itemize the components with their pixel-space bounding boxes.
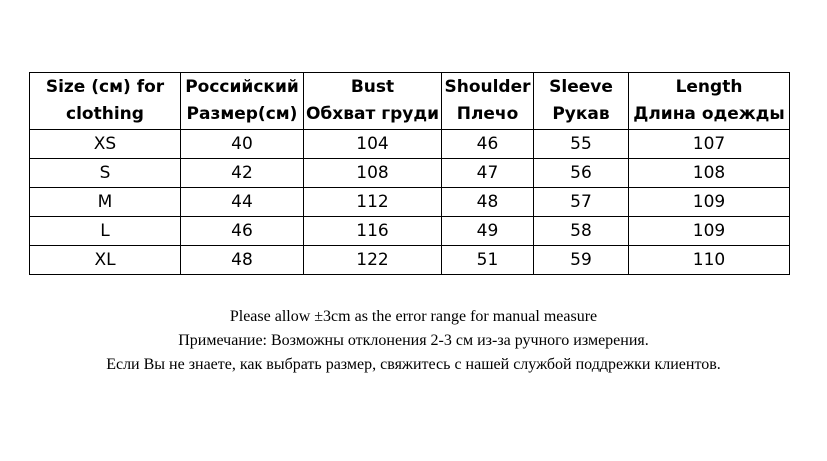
header-bust: Bust Обхват груди	[304, 73, 442, 130]
cell-length: 109	[629, 188, 790, 217]
cell-size: L	[30, 217, 181, 246]
size-chart-table	[29, 72, 790, 275]
table-row	[30, 217, 790, 246]
cell-size: XL	[30, 246, 181, 275]
table-row	[30, 188, 790, 217]
cell-russian-size: 44	[181, 188, 304, 217]
cell-sleeve: 58	[534, 217, 629, 246]
cell-russian-size: 48	[181, 246, 304, 275]
cell-sleeve: 59	[534, 246, 629, 275]
cell-bust: 108	[304, 159, 442, 188]
cell-sleeve: 55	[534, 130, 629, 159]
note-contact-support: Если Вы не знаете, как выбрать размер, свяжитесь с нашей службой поддрежки клиентов.	[106, 356, 721, 373]
cell-bust: 116	[304, 217, 442, 246]
header-russian-size: Российский Размер(см)	[181, 73, 304, 130]
cell-length: 108	[629, 159, 790, 188]
cell-length: 110	[629, 246, 790, 275]
cell-bust: 112	[304, 188, 442, 217]
cell-russian-size: 42	[181, 159, 304, 188]
cell-russian-size: 40	[181, 130, 304, 159]
header-size: Size (см) for clothing	[30, 73, 181, 130]
cell-size: XS	[30, 130, 181, 159]
cell-size: M	[30, 188, 181, 217]
cell-shoulder: 48	[442, 188, 534, 217]
header-length: Length Длина одежды	[629, 73, 790, 130]
table-row	[30, 130, 790, 159]
table-row	[30, 246, 790, 275]
cell-length: 109	[629, 217, 790, 246]
cell-shoulder: 47	[442, 159, 534, 188]
measurement-notes	[0, 305, 827, 377]
cell-russian-size: 46	[181, 217, 304, 246]
cell-sleeve: 57	[534, 188, 629, 217]
cell-sleeve: 56	[534, 159, 629, 188]
note-error-range: Please allow ±3cm as the error range for manual measure	[229, 308, 598, 325]
table-row	[30, 159, 790, 188]
table-header-row	[30, 73, 790, 130]
cell-length: 107	[629, 130, 790, 159]
cell-bust: 104	[304, 130, 442, 159]
cell-shoulder: 49	[442, 217, 534, 246]
header-shoulder: Shoulder Плечо	[442, 73, 534, 130]
cell-size: S	[30, 159, 181, 188]
header-sleeve: Sleeve Рукав	[534, 73, 629, 130]
cell-bust: 122	[304, 246, 442, 275]
note-russian-deviation: Примечание: Возможны отклонения 2-3 см из-за ручного измерения.	[178, 332, 649, 349]
cell-shoulder: 51	[442, 246, 534, 275]
cell-shoulder: 46	[442, 130, 534, 159]
